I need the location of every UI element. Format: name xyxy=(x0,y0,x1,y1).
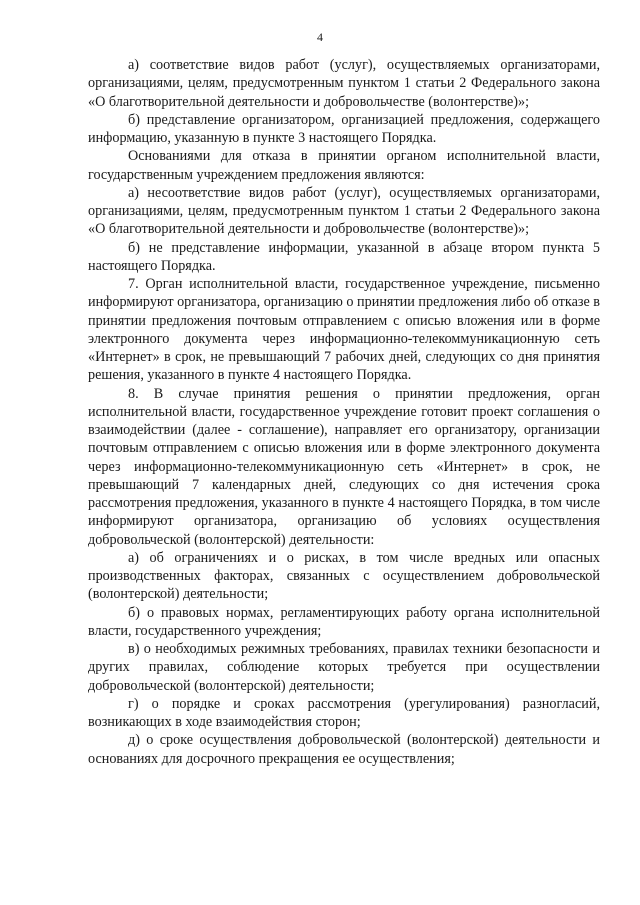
document-body xyxy=(88,56,600,768)
paragraph-clause-7: 7. Орган исполнительной власти, государственное учреждение, письменно информируют организатора, организацию о принятии предложения либо об отказе в принятии предложения почтовым отправлением с описью вложения или в форме электронного документа через информационно-телекоммуникационную сеть «Интернет» в срок, не превышающий 7 рабочих дней, следующих со дня принятия решения, указанного в пункте 4 настоящего Порядка. xyxy=(88,276,601,384)
paragraph-item-b-proposal: б) представление организатором, организацией предложения, содержащего информацию, указанную в пункте 3 настоящего Порядка. xyxy=(88,111,600,146)
paragraph-item-a-risks: а) об ограничениях и о рисках, в том числе вредных или опасных производственных факторах, связанных с осуществлением добровольческой (волонтерской) деятельности; xyxy=(88,549,600,603)
paragraph-item-b-legal-norms: б) о правовых нормах, регламентирующих работу органа исполнительной власти, государственного учреждения; xyxy=(88,604,600,639)
paragraph-item-g-disputes: г) о порядке и сроках рассмотрения (урегулирования) разногласий, возникающих в ходе взаимодействия сторон; xyxy=(88,695,600,730)
paragraph-item-a-noncompliance: а) несоответствие видов работ (услуг), осуществляемых организаторами, организациями, целям, предусмотренным пунктом 1 статьи 2 Федерального закона «О благотворительной деятельности и добровольчестве (волонтерстве)»; xyxy=(88,184,600,238)
page-number: 4 xyxy=(317,30,323,44)
paragraph-item-d-term: д) о сроке осуществления добровольческой (волонтерской) деятельности и основаниях для досрочного прекращения ее осуществления; xyxy=(88,732,600,767)
paragraph-item-a-compliance: а) соответствие видов работ (услуг), осуществляемых организаторами, организациями, целям, предусмотренным пунктом 1 статьи 2 Федерального закона «О благотворительной деятельности и добровольчестве (волонтерстве)»; xyxy=(88,57,600,110)
paragraph-item-v-safety: в) о необходимых режимных требованиях, правилах техники безопасности и других правилах, соблюдение которых требуется при осуществлении добровольческой (волонтерской) деятельности; xyxy=(88,641,600,694)
paragraph-refusal-grounds: Основаниями для отказа в принятии органом исполнительной власти, государственным учреждением предложения являются: xyxy=(88,148,600,183)
paragraph-item-b-no-info: б) не представление информации, указанной в абзаце втором пункта 5 настоящего Порядка. xyxy=(88,239,600,274)
paragraph-clause-8: 8. В случае принятия решения о принятии предложения, орган исполнительной власти, государственное учреждение готовит проект соглашения о взаимодействии (далее - соглашение), направляет его организатору, организации почтовым отправлением с описью вложения или в форме электронного документа через информационно-телекоммуникационную сеть «Интернет» в срок, не превышающий 7 календарных дней, следующих со дня истечения срока рассмотрения предложения, указанного в пункте 4 настоящего Порядка, в том числе информируют организатора, организацию об условиях осуществления добровольческой (волонтерской) деятельности: xyxy=(88,385,600,548)
